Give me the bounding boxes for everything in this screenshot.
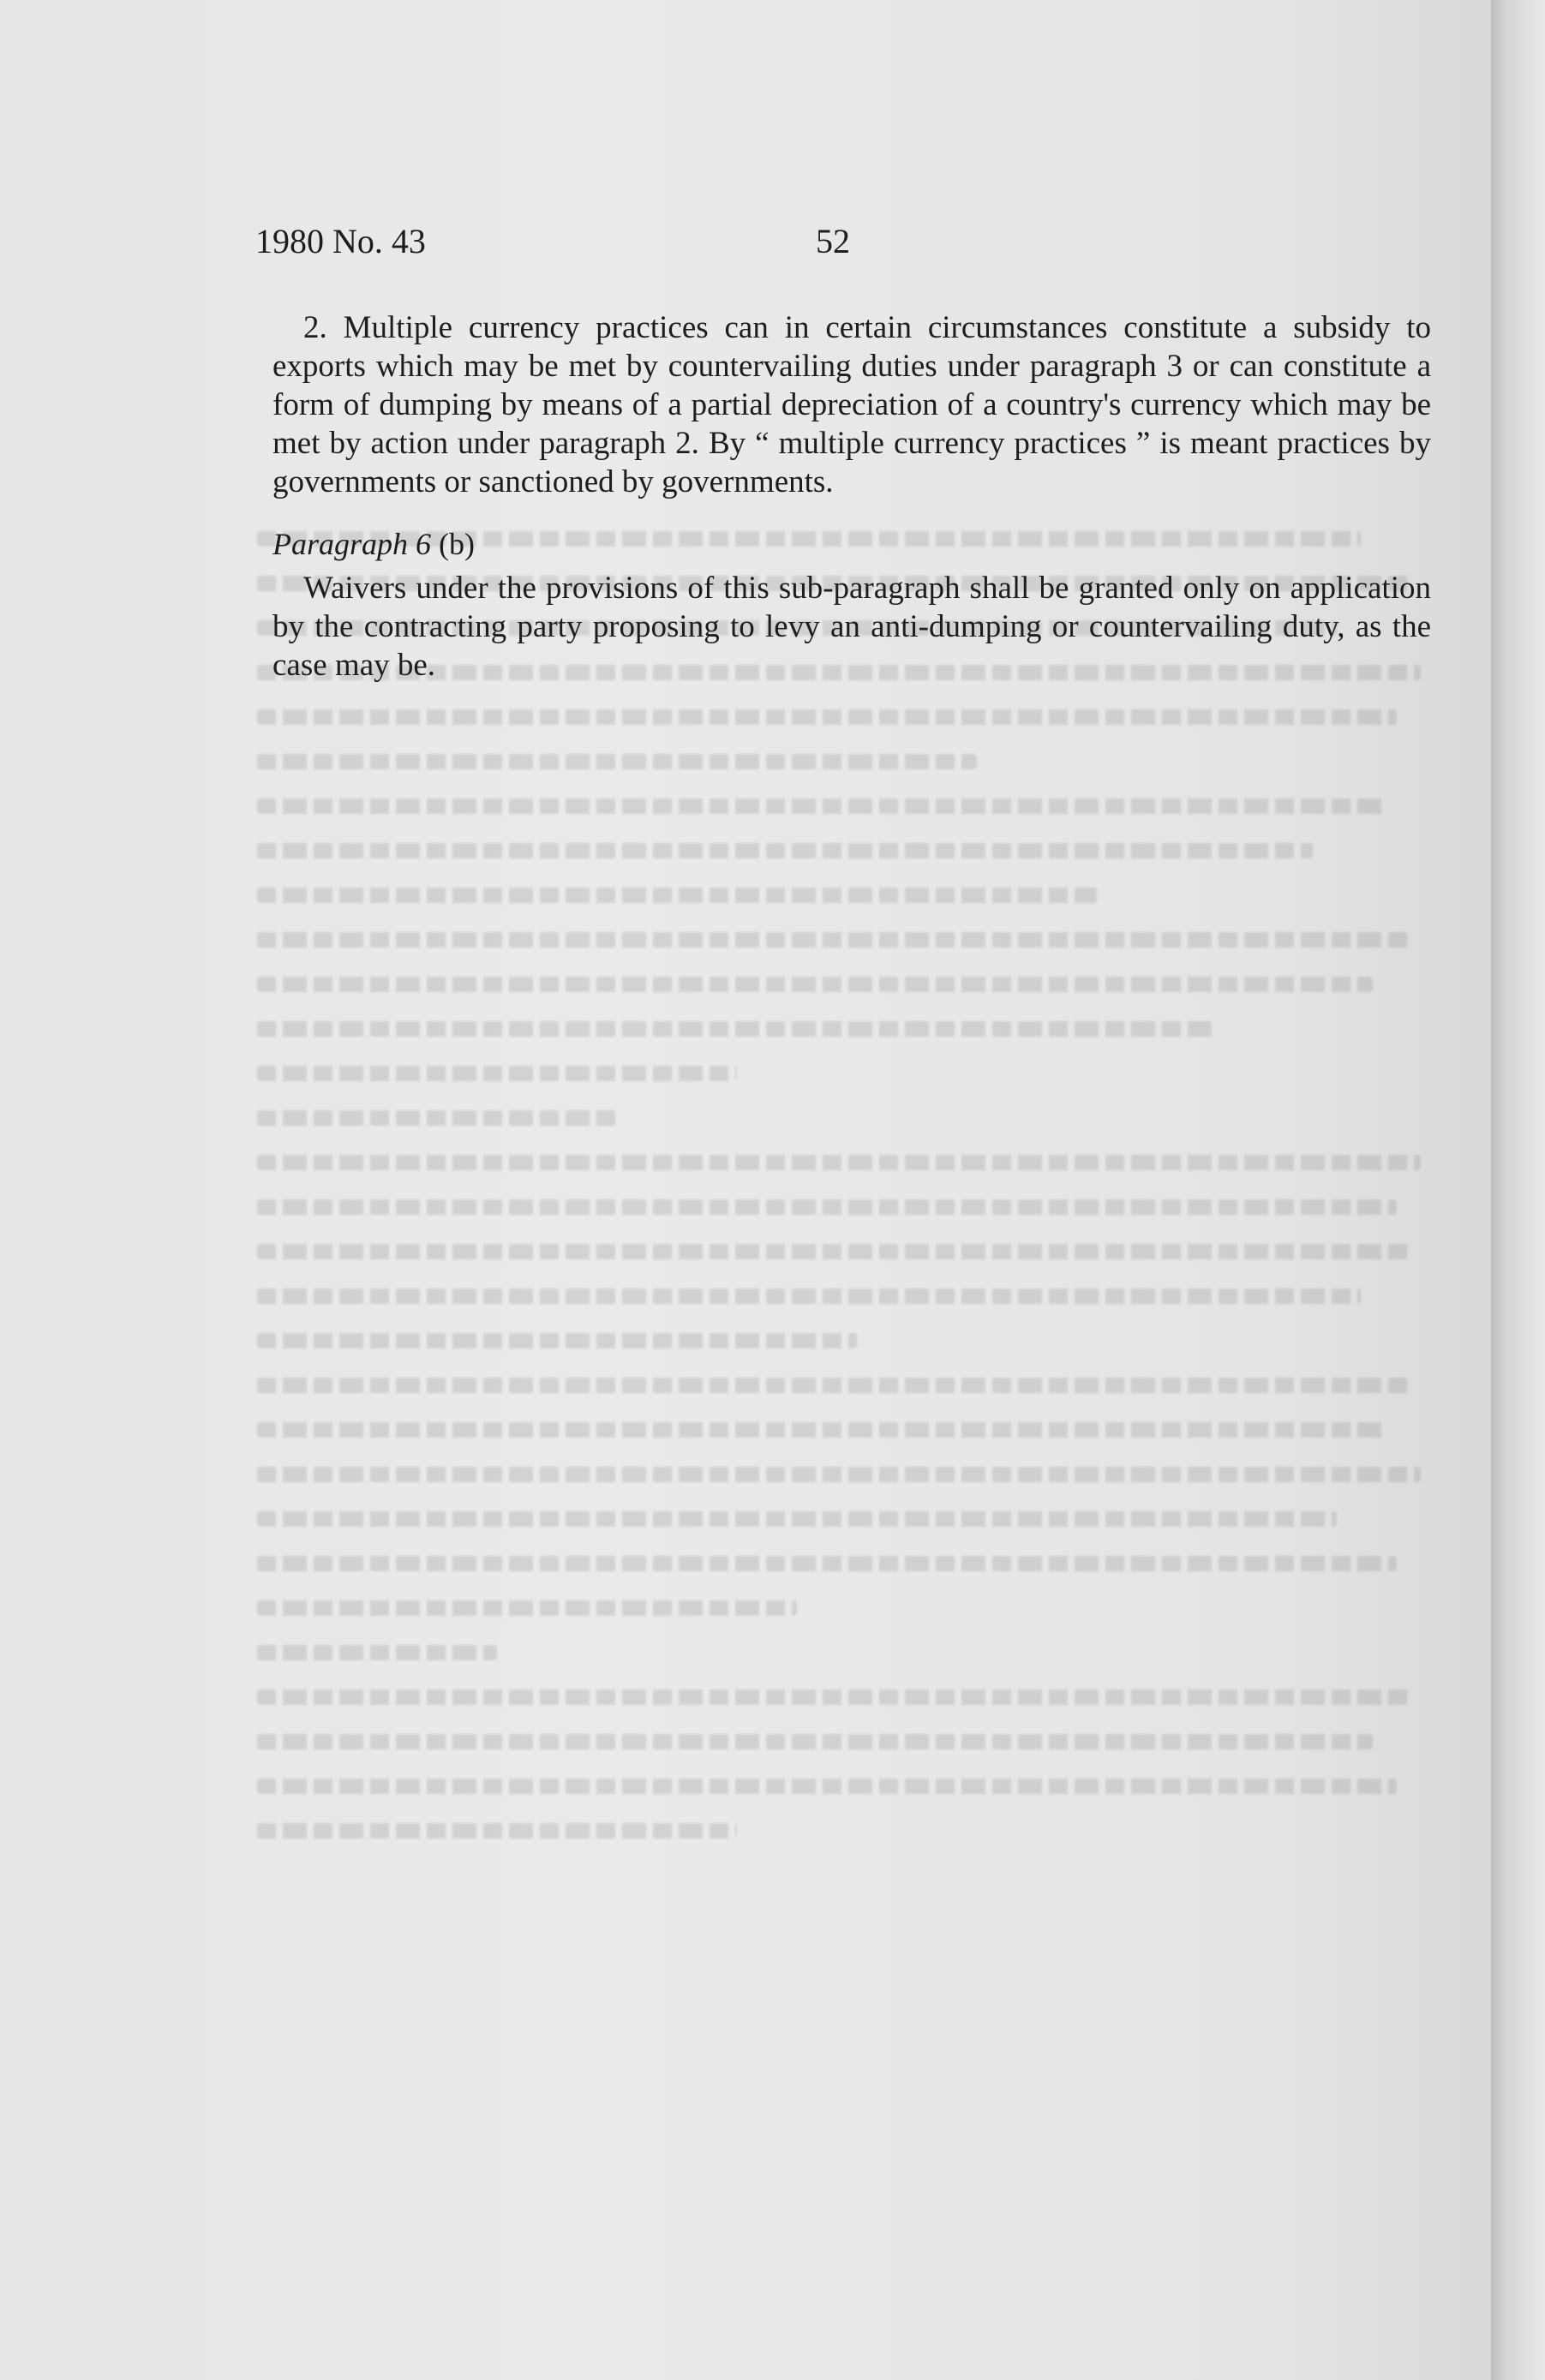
paragraph-multiple-currency-practices: 2. Multiple currency practices can in certain circumstances constitute a subsidy to exports which may be met by countervailing duties under paragraph 3 or can constitute a form of dumping by means of a partial depreciation of a country's currency which may be met by action under paragraph 2. By “ multiple currency practices ” is meant practices by governments or sanctioned by governments. xyxy=(272,310,1431,499)
page-number: 52 xyxy=(816,222,850,260)
show-through-text xyxy=(257,531,1457,2245)
page-edge xyxy=(1491,0,1545,2380)
page-content xyxy=(272,308,1431,685)
section-heading-suffix: (b) xyxy=(431,527,475,561)
running-header xyxy=(255,221,1429,272)
year-and-number: 1980 No. 43 xyxy=(255,222,426,260)
paragraph-waivers: Waivers under the provisions of this sub-paragraph shall be granted only on application by the contracting party proposing to levy an anti-dumping or countervailing duty, as the case may be. xyxy=(272,571,1431,683)
section-heading xyxy=(272,525,1431,564)
section-heading-italic: Paragraph 6 xyxy=(272,527,432,561)
